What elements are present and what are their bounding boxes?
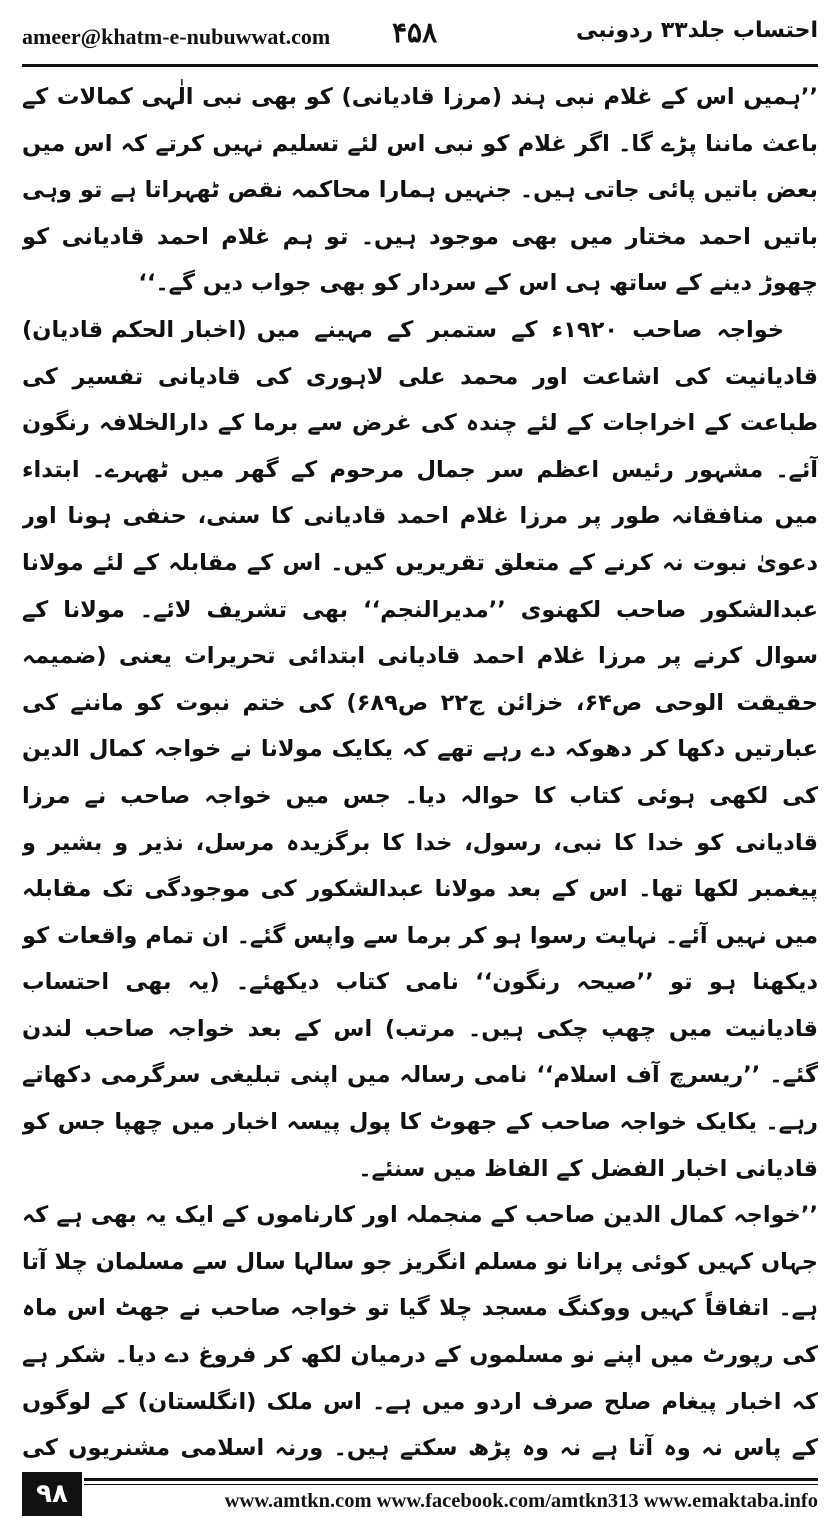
quote-text: ’’ہمیں اس کے غلام نبی ہند (مرزا قادیانی) کو بھی نبی الٰہی کمالات کے باعث ماننا پڑے گا۔ اگر غلام کو نبی اس لئے تسلیم نہیں کرتے کہ اس میں بعض باتیں پائی جاتی ہیں۔ جنہیں ہمارا محاکمہ نقص ٹھہراتا ہے تو وہی باتیں احمد مختار میں بھی موجود ہیں۔ تو ہم غلام احمد قادیانی کو چھوڑ دینے کے ساتھ ہی اس کے سردار کو بھی جواب دیں گے۔‘‘ <box>22 84 818 297</box>
email-address: ameer@khatm-e-nubuwwat.com <box>22 24 331 49</box>
header-rule <box>22 64 818 67</box>
footer-rule-thick <box>84 1478 818 1481</box>
body-paragraph: خواجہ صاحب ۱۹۲۰ء کے ستمبر کے مہینے میں قادیانیت کی اشاعت اور محمد علی لاہوری کی قادیانی تفسیر کی طباعت کے اخراجات کے لئے چندہ کی غرض سے برما کے دارالخلافہ رنگون آئے۔ مشہور رئیس اعظم سر جمال مرحوم کے گھر میں ٹھہرے۔ ابتداء میں منافقانہ طور پر مرزا غلام احمد قادیانی کا سنی، حنفی ہونا اور دعویٰ نبوت نہ کرنے کے متعلق تقریریں کیں۔ اس کے مقابلہ کے لئے مولانا عبدالشکور صاحب لکھنوی ’’مدیرالنجم‘‘ بھی تشریف لائے۔ مولانا کے سوال کرنے پر مرزا غلام احمد قادیانی ابتدائی تحریرات یعنی (ضمیمہ حقیقت الوحی ص۶۴، خزائن ج۲۲ ص۶۸۹) کی ختم نبوت کو ماننے کی عبارتیں دکھا کر دھوکہ دے رہے تھے کہ یکایک مولانا نے خواجہ کمال الدین کی لکھی ہوئی کتاب کا حوالہ دیا۔ جس میں خواجہ صاحب نے مرزا قادیانی کو خدا کا نبی، رسول، خدا کا برگزیدہ مرسل، نذیر و بشیر و پیغمبر لکھا تھا۔ اس کے بعد مولانا عبدالشکور کی موجودگی تک مقابلہ میں نہیں آئے۔ نہایت رسوا ہو کر برما سے واپس گئے۔ ان تمام واقعات کو دیکھنا ہو تو ’’صیحہ رنگون‘‘ نامی کتاب دیکھئے۔ (یہ بھی احتساب قادیانیت میں چھپ چکی ہیں۔ مرتب) اس کے بعد خواجہ صاحب لندن گئے۔ ’’ریسرچ آف اسلام‘‘ نامی رسالہ میں اپنی تبلیغی سرگرمی دکھاتے رہے۔ یکایک خواجہ صاحب کے جھوٹ کا پول پیسہ اخبار میں چھپا جس کو قادیانی اخبار الفضل کے الفاظ میں سنئے۔ <box>22 316 818 1182</box>
quote-paragraph <box>22 74 818 343</box>
footer-links: www.amtkn.com www.facebook.com/amtkn313 www.emaktaba.info <box>224 1490 818 1512</box>
quote-paragraph-2: ’’خواجہ کمال الدین صاحب کے منجملہ اور کارناموں کے ایک یہ بھی ہے کہ جہاں کہیں کوئی پرانا نو مسلم انگریز جو سالہا سال سے مسلمان چلا آتا ہے۔ اتفاقاً کہیں ووکنگ مسجد چلا گیا تو خواجہ صاحب نے جھٹ اس ماہ کی رپورٹ میں اپنے نو مسلموں کے درمیان لکھ کر فروغ دے دیا۔ شکر ہے کہ اخبار پیغام صلح صرف اردو میں ہے۔ اس ملک (انگلستان) کے لوگوں کے پاس نہ وہ آتا ہے نہ وہ پڑھ سکتے ہیں۔ ورنہ اسلامی مشنریوں کی <box>22 1202 818 1462</box>
folio-number: ۹۸ <box>22 1472 82 1516</box>
footer-rule-thin <box>84 1484 818 1485</box>
page-header <box>22 14 818 62</box>
quote-source: (اخبار الحکم قادیان) <box>22 316 247 343</box>
running-title: احتساب جلد۳۳ ردونبی <box>576 18 818 43</box>
page-footer <box>22 1472 818 1520</box>
page-number: ۴۵۸ <box>392 16 438 49</box>
page-body <box>22 74 818 1464</box>
